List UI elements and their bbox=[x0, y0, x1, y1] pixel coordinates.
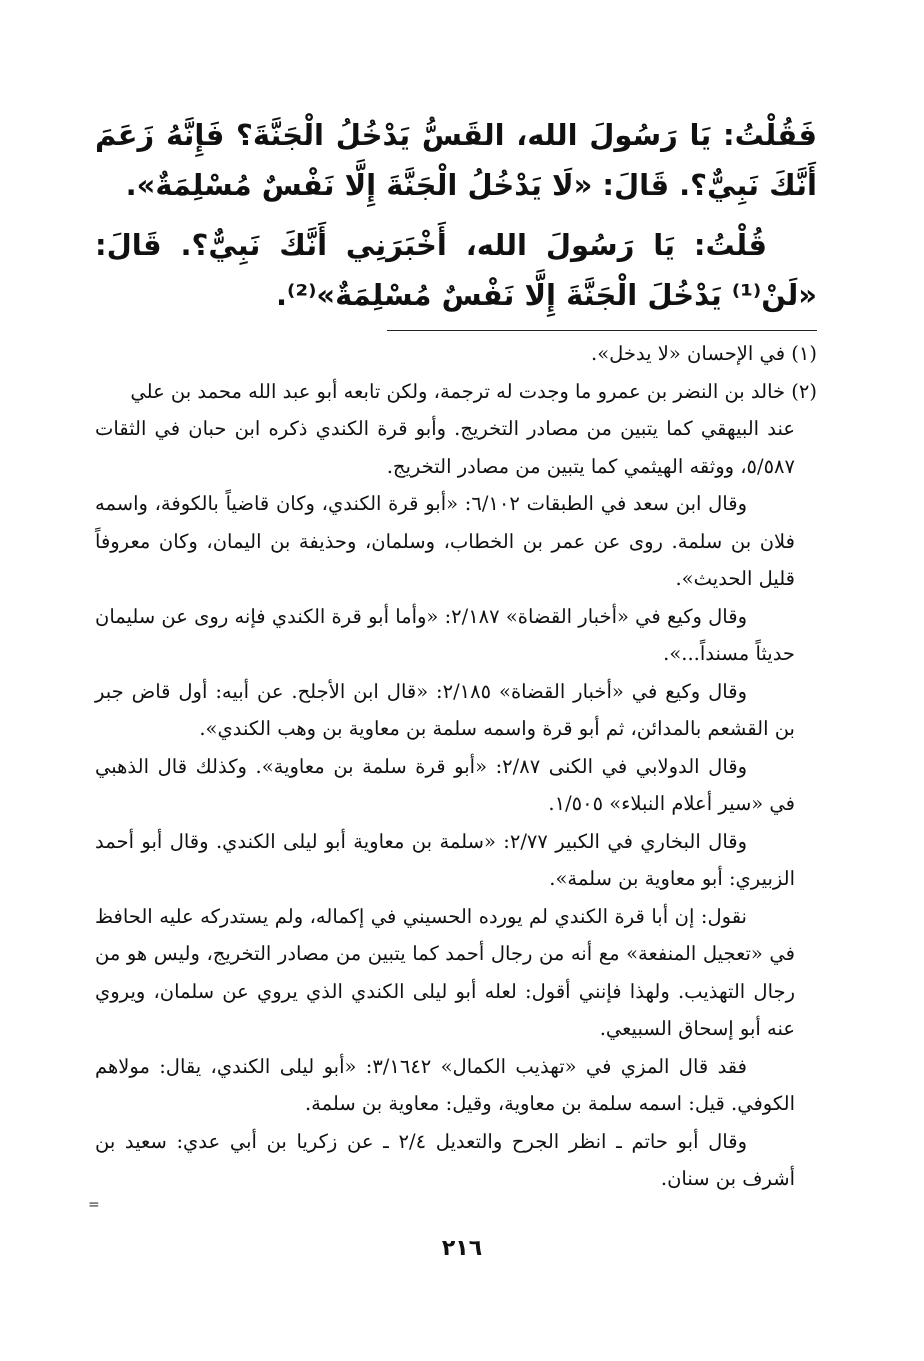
footnote-para-bukhari: وقال البخاري في الكبير ٢/٧٧: «سلمة بن معاوية أبو ليلى الكندي. وقال أبو أحمد الزبيري: أبو معاوية بن سلمة». bbox=[95, 829, 795, 890]
footnote-para-abu-hatim: وقال أبو حاتم ـ انظر الجرح والتعديل ٢/٤ ـ عن زكريا بن أبي عدي: سعيد بن أشرف بن سنان. bbox=[95, 1129, 795, 1190]
footnote-para-waki-2: وقال وكيع في «أخبار القضاة» ٢/١٨٥: «قال ابن الأجلح. عن أبيه: أول قاض جبر بن القشعم بالمدائن، ثم أبو قرة واسمه سلمة بن معاوية بن وهب الكندي». bbox=[95, 679, 795, 740]
main-paragraph-1: فَقُلْتُ: يَا رَسُولَ الله، القَسُّ يَدْخُلُ الْجَنَّةَ؟ فَإِنَّهُ زَعَمَ أَنَّكَ نَبِيٌّ؟. قَالَ: «لَا يَدْخُلُ الْجَنَّةَ إِلَّا نَفْسٌ مُسْلِمَةٌ». bbox=[95, 118, 817, 202]
page-number: ٢١٦ bbox=[441, 1236, 483, 1261]
footnote-para-mizzi: فقد قال المزي في «تهذيب الكمال» ٣/١٦٤٢: «أبو ليلى الكندي، يقال: مولاهم الكوفي. قيل: اسمه سلمة بن معاوية، وقيل: معاوية بن سلمة. bbox=[95, 1054, 795, 1115]
footnote-para-ibn-saad: وقال ابن سعد في الطبقات ٦/١٠٢: «أبو قرة الكندي، وكان قاضياً بالكوفة، واسمه فلان بن سلمة. روى عن عمر بن الخطاب، وسلمان، وحذيفة بن اليمان، وكان معروفاً قليل الحديث». bbox=[95, 492, 795, 590]
footnote-2-body: عند البيهقي كما يتبين من مصادر التخريج. وأبو قرة الكندي ذكره ابن حبان في الثقات ٥/٥٨٧، ووثقه الهيثمي كما يتبين من مصادر التخريج. bbox=[95, 417, 795, 478]
footnote-para-waki-1: وقال وكيع في «أخبار القضاة» ٢/١٨٧: «وأما أبو قرة الكندي فإنه روى عن سليمان حديثاً مسنداً...». bbox=[95, 604, 795, 665]
footnote-para-naqul: نقول: إن أبا قرة الكندي لم يورده الحسيني في إكماله، ولم يستدركه عليه الحافظ في «تعجيل المنفعة» مع أنه من رجال أحمد كما يتبين من مصادر التخريج، وليس هو من رجال التهذيب. ولهذا فإنني أقول: لعله أبو ليلى الكندي الذي يروي عن سلمان، ويروي عنه أبو إسحاق السبيعي. bbox=[95, 904, 795, 1040]
footnote-separator bbox=[387, 330, 817, 331]
page-body bbox=[95, 110, 817, 1198]
margin-mark: = bbox=[88, 1197, 100, 1213]
footnote-para-dulabi: وقال الدولابي في الكنى ٢/٨٧: «أبو قرة سلمة بن معاوية». وكذلك قال الذهبي في «سير أعلام النبلاء» ١/٥٠٥. bbox=[95, 754, 795, 815]
main-paragraph-2: قُلْتُ: يَا رَسُولَ الله، أَخْبَرَنِي أَنَّكَ نَبِيٌّ؟. قَالَ: «لَنْ⁽¹⁾ يَدْخُلَ الْجَنَّةَ إِلَّا نَفْسٌ مُسْلِمَةٌ»⁽²⁾. bbox=[95, 228, 817, 312]
footnote-2-head: (٢) خالد بن النضر بن عمرو ما وجدت له ترجمة، ولكن تابعه أبو عبد الله محمد بن علي bbox=[130, 379, 817, 403]
footnote-1: (١) في الإحسان «لا يدخل». bbox=[591, 342, 817, 365]
